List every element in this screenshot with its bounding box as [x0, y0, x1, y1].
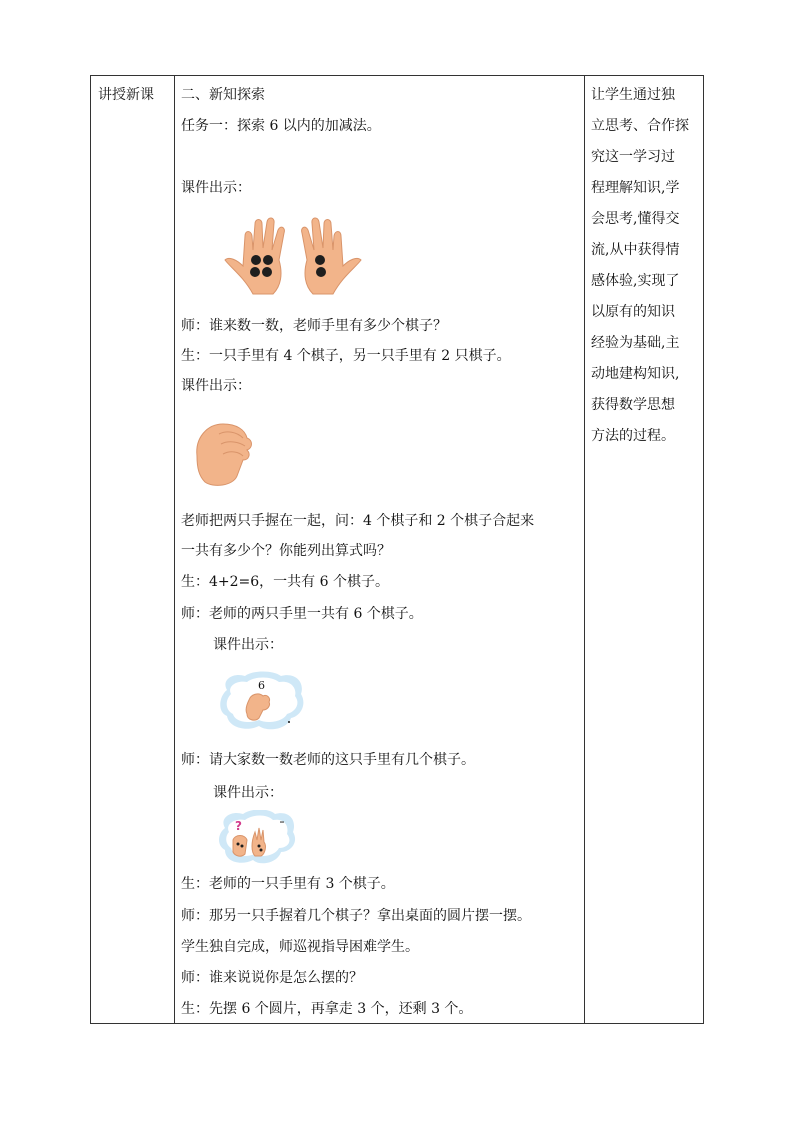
- teacher-question-1: 师：谁来数一数，老师手里有多少个棋子？: [181, 318, 447, 334]
- bubble-number: 6: [258, 679, 265, 692]
- design-note-line: 以原有的知识: [591, 304, 675, 320]
- courseware-label: 课件出示：: [213, 785, 283, 801]
- clasped-hands-image: [193, 416, 257, 488]
- teacher-question-4: 师：那另一只手握着几个棋子？拿出桌面的圆片摆一摆。: [181, 908, 531, 924]
- column-divider: [174, 76, 175, 1023]
- design-note-line: 感体验,实现了: [591, 273, 680, 289]
- question-mark: ?: [235, 819, 242, 833]
- row-label: 讲授新课: [98, 87, 154, 103]
- column-divider: [584, 76, 585, 1023]
- teacher-question-5: 师：谁来说说你是怎么摆的？: [181, 970, 363, 986]
- task-line: 任务一：探索 6 以内的加减法。: [181, 118, 381, 134]
- design-note-line: 立思考、合作探: [591, 118, 689, 134]
- teacher-statement: 师：老师的两只手里一共有 6 个棋子。: [181, 606, 423, 622]
- design-note-line: 经验为基础,主: [591, 335, 680, 351]
- design-note-line: 动地建构知识,: [591, 366, 680, 382]
- section-heading: 二、新知探索: [181, 87, 265, 103]
- student-answer-4: 生：先摆 6 个圆片，再拿走 3 个，还剩 3 个。: [181, 1001, 473, 1017]
- open-hands-image: [223, 216, 363, 296]
- courseware-label: 课件出示：: [181, 378, 251, 394]
- design-note-line: 方法的过程。: [591, 428, 675, 444]
- student-answer-2: 生：4+2=6，一共有 6 个棋子。: [181, 574, 389, 590]
- bubble-six-image: [217, 670, 307, 734]
- student-answer-1: 生：一只手里有 4 个棋子，另一只手里有 2 只棋子。: [181, 348, 511, 364]
- activity-note: 学生独自完成，师巡视指导困难学生。: [181, 939, 419, 955]
- design-note-line: 究这一学习过: [591, 149, 675, 165]
- design-note-line: 流,从中获得情: [591, 242, 680, 258]
- student-answer-3: 生：老师的一只手里有 3 个棋子。: [181, 876, 395, 892]
- design-note-line: 让学生通过独: [591, 87, 675, 103]
- teacher-question-2: 老师把两只手握在一起，问：4 个棋子和 2 个棋子合起来: [181, 513, 535, 529]
- lesson-table: [90, 75, 704, 1024]
- teacher-question-2-cont: 一共有多少个？你能列出算式吗？: [181, 543, 391, 559]
- courseware-label: 课件出示：: [213, 637, 283, 653]
- courseware-label: 课件出示：: [181, 180, 251, 196]
- teacher-question-3: 师：请大家数一数老师的这只手里有几个棋子。: [181, 752, 475, 768]
- design-note-line: 获得数学思想: [591, 397, 675, 413]
- bubble-question-image: [217, 810, 297, 866]
- design-note-line: 会思考,懂得交: [591, 211, 680, 227]
- design-note-line: 程理解知识,学: [591, 180, 680, 196]
